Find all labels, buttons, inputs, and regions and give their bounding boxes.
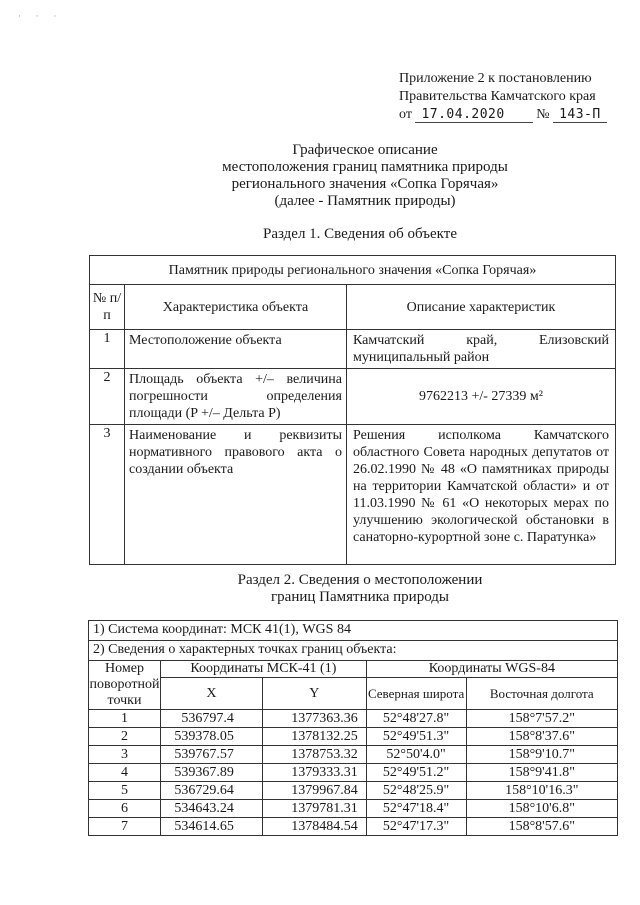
scan-artifact: · · ·	[18, 12, 63, 22]
object-table-caption: Памятник природы регионального значения «Сопка Горячая»	[90, 256, 616, 285]
header-num: № п/п	[90, 285, 125, 330]
table-row	[89, 746, 618, 764]
title-line-4: (далее - Памятник природы)	[274, 193, 456, 209]
from-label: от	[399, 107, 412, 122]
coordinates-table	[88, 620, 618, 836]
appendix-line-1: Приложение 2 к постановлению	[399, 71, 592, 86]
object-info-table	[89, 255, 616, 565]
document-title	[150, 142, 580, 210]
section-1-heading: Раздел 1. Сведения об объекте	[263, 226, 457, 242]
point-longitude: 158°8'57.6"	[466, 818, 618, 836]
point-latitude: 52°47'18.4"	[366, 800, 466, 818]
header-point-number: Номер поворотной точки	[89, 661, 160, 708]
point-number: 6	[89, 800, 161, 818]
row-characteristic: Местоположение объекта	[125, 330, 347, 369]
point-latitude: 52°48'27.8"	[366, 710, 466, 728]
point-x: 536729.64	[160, 782, 262, 800]
header-x: X	[160, 678, 262, 710]
table-row	[90, 330, 616, 369]
points-info-row: 2) Сведения о характерных точках границ объекта:	[89, 641, 618, 661]
point-number: 7	[89, 818, 161, 836]
point-number: 1	[89, 710, 161, 728]
point-longitude: 158°10'16.3"	[466, 782, 618, 800]
header-latitude: Северная широта	[366, 678, 466, 710]
table-row	[89, 728, 618, 746]
row-description: 9762213 +/- 27339 м²	[347, 369, 616, 425]
point-x: 534643.24	[160, 800, 262, 818]
point-y: 1377363.36	[262, 710, 366, 728]
point-y: 1379967.84	[262, 782, 366, 800]
table-row	[89, 764, 618, 782]
table-row	[90, 369, 616, 425]
point-latitude: 52°49'51.3"	[366, 728, 466, 746]
header-longitude: Восточная долгота	[466, 678, 618, 710]
point-latitude: 52°48'25.9"	[366, 782, 466, 800]
point-y: 1378132.25	[262, 728, 366, 746]
header-characteristic: Характеристика объекта	[125, 285, 347, 330]
header-msk-coordinates: Координаты МСК-41 (1)	[160, 661, 366, 678]
title-line-2: местоположения границ памятника природы	[222, 159, 508, 175]
point-number: 4	[89, 764, 161, 782]
point-latitude: 52°50'4.0"	[366, 746, 466, 764]
point-x: 536797.4	[160, 710, 262, 728]
row-num: 2	[90, 369, 125, 425]
title-line-3: регионального значения «Сопка Горячая»	[231, 176, 499, 192]
point-latitude: 52°49'51.2"	[366, 764, 466, 782]
resolution-date: 17.04.2020	[415, 107, 532, 123]
point-number: 3	[89, 746, 161, 764]
appendix-line-2: Правительства Камчатского края	[399, 89, 596, 104]
point-y: 1378484.54	[262, 818, 366, 836]
table-row	[90, 425, 616, 565]
table-row	[89, 782, 618, 800]
header-y: Y	[262, 678, 366, 710]
header-description: Описание характеристик	[347, 285, 616, 330]
header-wgs-coordinates: Координаты WGS-84	[366, 661, 617, 678]
section-2-heading-line-1: Раздел 2. Сведения о местоположении	[237, 572, 483, 588]
row-characteristic: Площадь объекта +/– величина погрешности определения площади (P +/– Дельта P)	[125, 369, 347, 425]
point-x: 539767.57	[160, 746, 262, 764]
row-description: Решения исполкома Камчатского областного Совета народных депутатов от 26.02.1990 № 48 «О памятниках природы на территории Камчатской области» и от 11.03.1990 № 61 «О некоторых мерах по улучшению экологической обстановки в санаторно-курортной зоне с. Паратунка»	[347, 425, 616, 565]
point-longitude: 158°10'6.8"	[466, 800, 618, 818]
resolution-number: 143-П	[553, 107, 607, 123]
section-2-heading	[50, 572, 640, 606]
title-line-1: Графическое описание	[292, 142, 438, 158]
table-row	[89, 818, 618, 836]
row-num: 3	[90, 425, 125, 565]
row-description: Камчатский край, Елизовский муниципальный район	[347, 330, 616, 369]
point-number: 5	[89, 782, 161, 800]
number-label: №	[536, 107, 550, 122]
row-characteristic: Наименование и реквизиты нормативного правового акта о создании объекта	[125, 425, 347, 565]
point-latitude: 52°47'17.3"	[366, 818, 466, 836]
appendix-header	[399, 70, 629, 124]
point-x: 539367.89	[160, 764, 262, 782]
point-longitude: 158°9'41.8"	[466, 764, 618, 782]
appendix-date-line	[399, 106, 629, 124]
table-row	[89, 800, 618, 818]
coordinate-system-row: 1) Система координат: МСК 41(1), WGS 84	[89, 621, 618, 641]
point-y: 1379781.31	[262, 800, 366, 818]
point-longitude: 158°9'10.7"	[466, 746, 618, 764]
section-2-heading-line-2: границ Памятника природы	[271, 589, 449, 605]
point-x: 534614.65	[160, 818, 262, 836]
point-longitude: 158°7'57.2"	[466, 710, 618, 728]
table-row	[89, 710, 618, 728]
point-y: 1379333.31	[262, 764, 366, 782]
point-y: 1378753.32	[262, 746, 366, 764]
point-x: 539378.05	[160, 728, 262, 746]
point-number: 2	[89, 728, 161, 746]
row-num: 1	[90, 330, 125, 369]
point-longitude: 158°8'37.6"	[466, 728, 618, 746]
